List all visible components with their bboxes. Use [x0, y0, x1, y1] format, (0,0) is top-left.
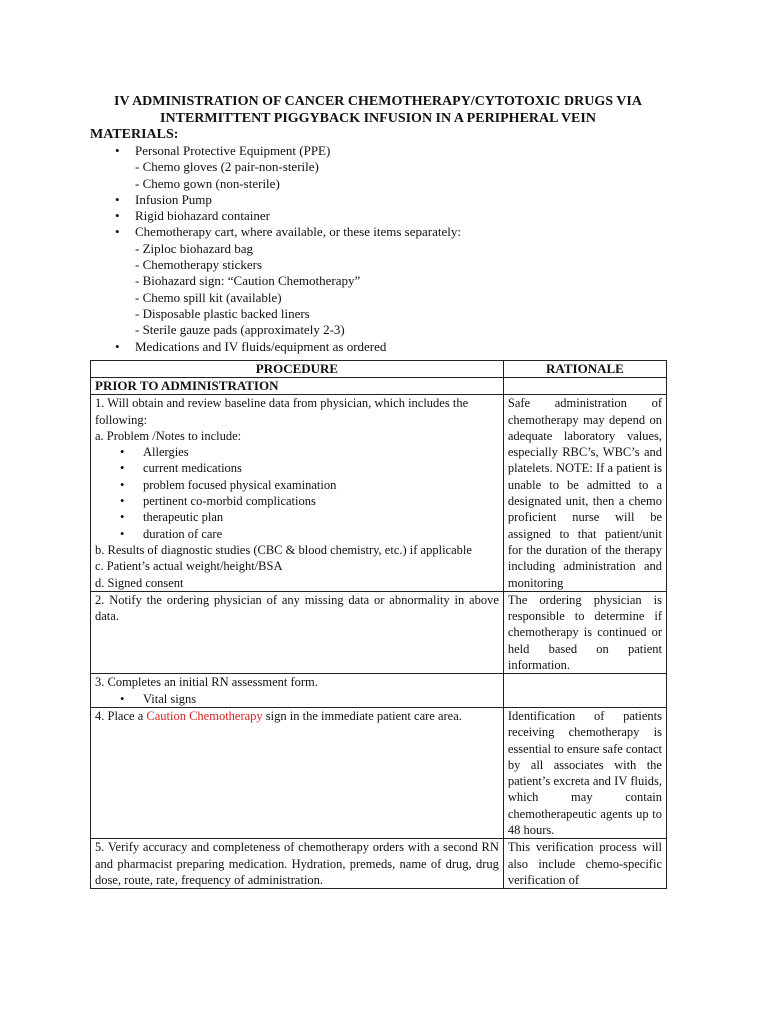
materials-list	[90, 143, 666, 355]
step-3-list	[95, 691, 499, 707]
table-row	[91, 707, 667, 838]
step-1-b: b. Results of diagnostic studies (CBC & blood chemistry, etc.) if applicable	[95, 542, 472, 557]
materials-item: • Rigid biohazard container	[90, 208, 666, 224]
step-4-cell	[91, 707, 504, 838]
materials-subitem: - Chemo spill kit (available)	[135, 289, 282, 305]
table-row	[91, 591, 667, 673]
list-item: • duration of care	[95, 526, 499, 542]
materials-subitem: - Ziploc biohazard bag	[135, 240, 254, 256]
materials-subitem: - Sterile gauze pads (approximately 2-3)	[135, 322, 345, 338]
list-item: • pertinent co-morbid complications	[95, 493, 499, 509]
step-1-a-list	[95, 444, 499, 542]
step-4-text-before: 4. Place a	[95, 708, 147, 723]
step-1-intro: 1. Will obtain and review baseline data from physician, which includes the following:	[95, 396, 469, 427]
list-item: • problem focused physical examination	[95, 477, 499, 493]
materials-subitem: - Chemo gown (non-sterile)	[135, 175, 280, 191]
list-item: • Vital signs	[95, 691, 499, 707]
step-3-cell	[91, 674, 504, 708]
materials-subitem: - Chemo gloves (2 pair-non-sterile)	[135, 159, 319, 175]
materials-subitem: - Disposable plastic backed liners	[135, 305, 310, 321]
step-5-cell: 5. Verify accuracy and completeness of chemotherapy orders with a second RN and pharmacist preparing medication. Hydration, premeds, name of drug, drug dose, route, rate, frequency of administration.	[91, 839, 504, 889]
list-item: • current medications	[95, 460, 499, 476]
table-row	[91, 674, 667, 708]
title-line-2: INTERMITTENT PIGGYBACK INFUSION IN A PERIPHERAL VEIN	[160, 111, 596, 126]
step-4-rationale: Identification of patients receiving chemotherapy is essential to ensure safe contact by all associates with the patient’s excreta and IV fluids, which may contain chemotherapeutic agents up to 48 hours.	[503, 707, 666, 838]
table-section-row	[91, 378, 667, 395]
empty-cell	[503, 674, 666, 708]
materials-item: • Personal Protective Equipment (PPE)	[90, 143, 666, 159]
table-row	[91, 839, 667, 889]
procedure-header: PROCEDURE	[91, 361, 504, 378]
materials-heading: MATERIALS:	[90, 127, 179, 142]
step-1-cell	[91, 395, 504, 592]
step-3-text: 3. Completes an initial RN assessment form.	[95, 675, 318, 690]
step-1-d: d. Signed consent	[95, 575, 184, 590]
step-1-a-label: a. Problem /Notes to include:	[95, 428, 242, 443]
step-1-c: c. Patient’s actual weight/height/BSA	[95, 559, 283, 574]
step-5-rationale: This verification process will also include chemo-specific verification of	[503, 839, 666, 889]
procedure-table	[90, 360, 667, 889]
list-item: • Allergies	[95, 444, 499, 460]
list-item: • therapeutic plan	[95, 509, 499, 525]
materials-subitem: - Biohazard sign: “Caution Chemotherapy”	[135, 273, 361, 289]
step-2-rationale: The ordering physician is responsible to determine if chemotherapy is continued or held based on patient information.	[503, 591, 666, 673]
title-line-1: IV ADMINISTRATION OF CANCER CHEMOTHERAPY/CYTOTOXIC DRUGS VIA	[114, 94, 642, 109]
materials-item: • Infusion Pump	[90, 192, 666, 208]
step-1-rationale: Safe administration of chemotherapy may depend on adequate laboratory values, especially RBC’s, WBC’s and platelets. NOTE: If a patient is unable to be admitted to a designated unit, then a chemo proficient nurse will be assigned to that patient/unit for the duration of the therapy including administration and monitoring	[503, 395, 666, 592]
section-prior-to-administration: PRIOR TO ADMINISTRATION	[91, 378, 504, 395]
table-header-row	[91, 361, 667, 378]
step-2-cell: 2. Notify the ordering physician of any missing data or abnormality in above data.	[91, 591, 504, 673]
materials-subitem: - Chemotherapy stickers	[135, 257, 263, 273]
materials-item: • Chemotherapy cart, where available, or these items separately:	[90, 224, 666, 240]
caution-chemotherapy-highlight: Caution Chemotherapy	[146, 708, 263, 723]
document-title	[90, 93, 666, 127]
rationale-header: RATIONALE	[503, 361, 666, 378]
step-4-text-after: sign in the immediate patient care area.	[262, 708, 462, 723]
materials-item: • Medications and IV fluids/equipment as ordered	[90, 339, 666, 355]
empty-cell	[503, 378, 666, 395]
table-row	[91, 395, 667, 592]
